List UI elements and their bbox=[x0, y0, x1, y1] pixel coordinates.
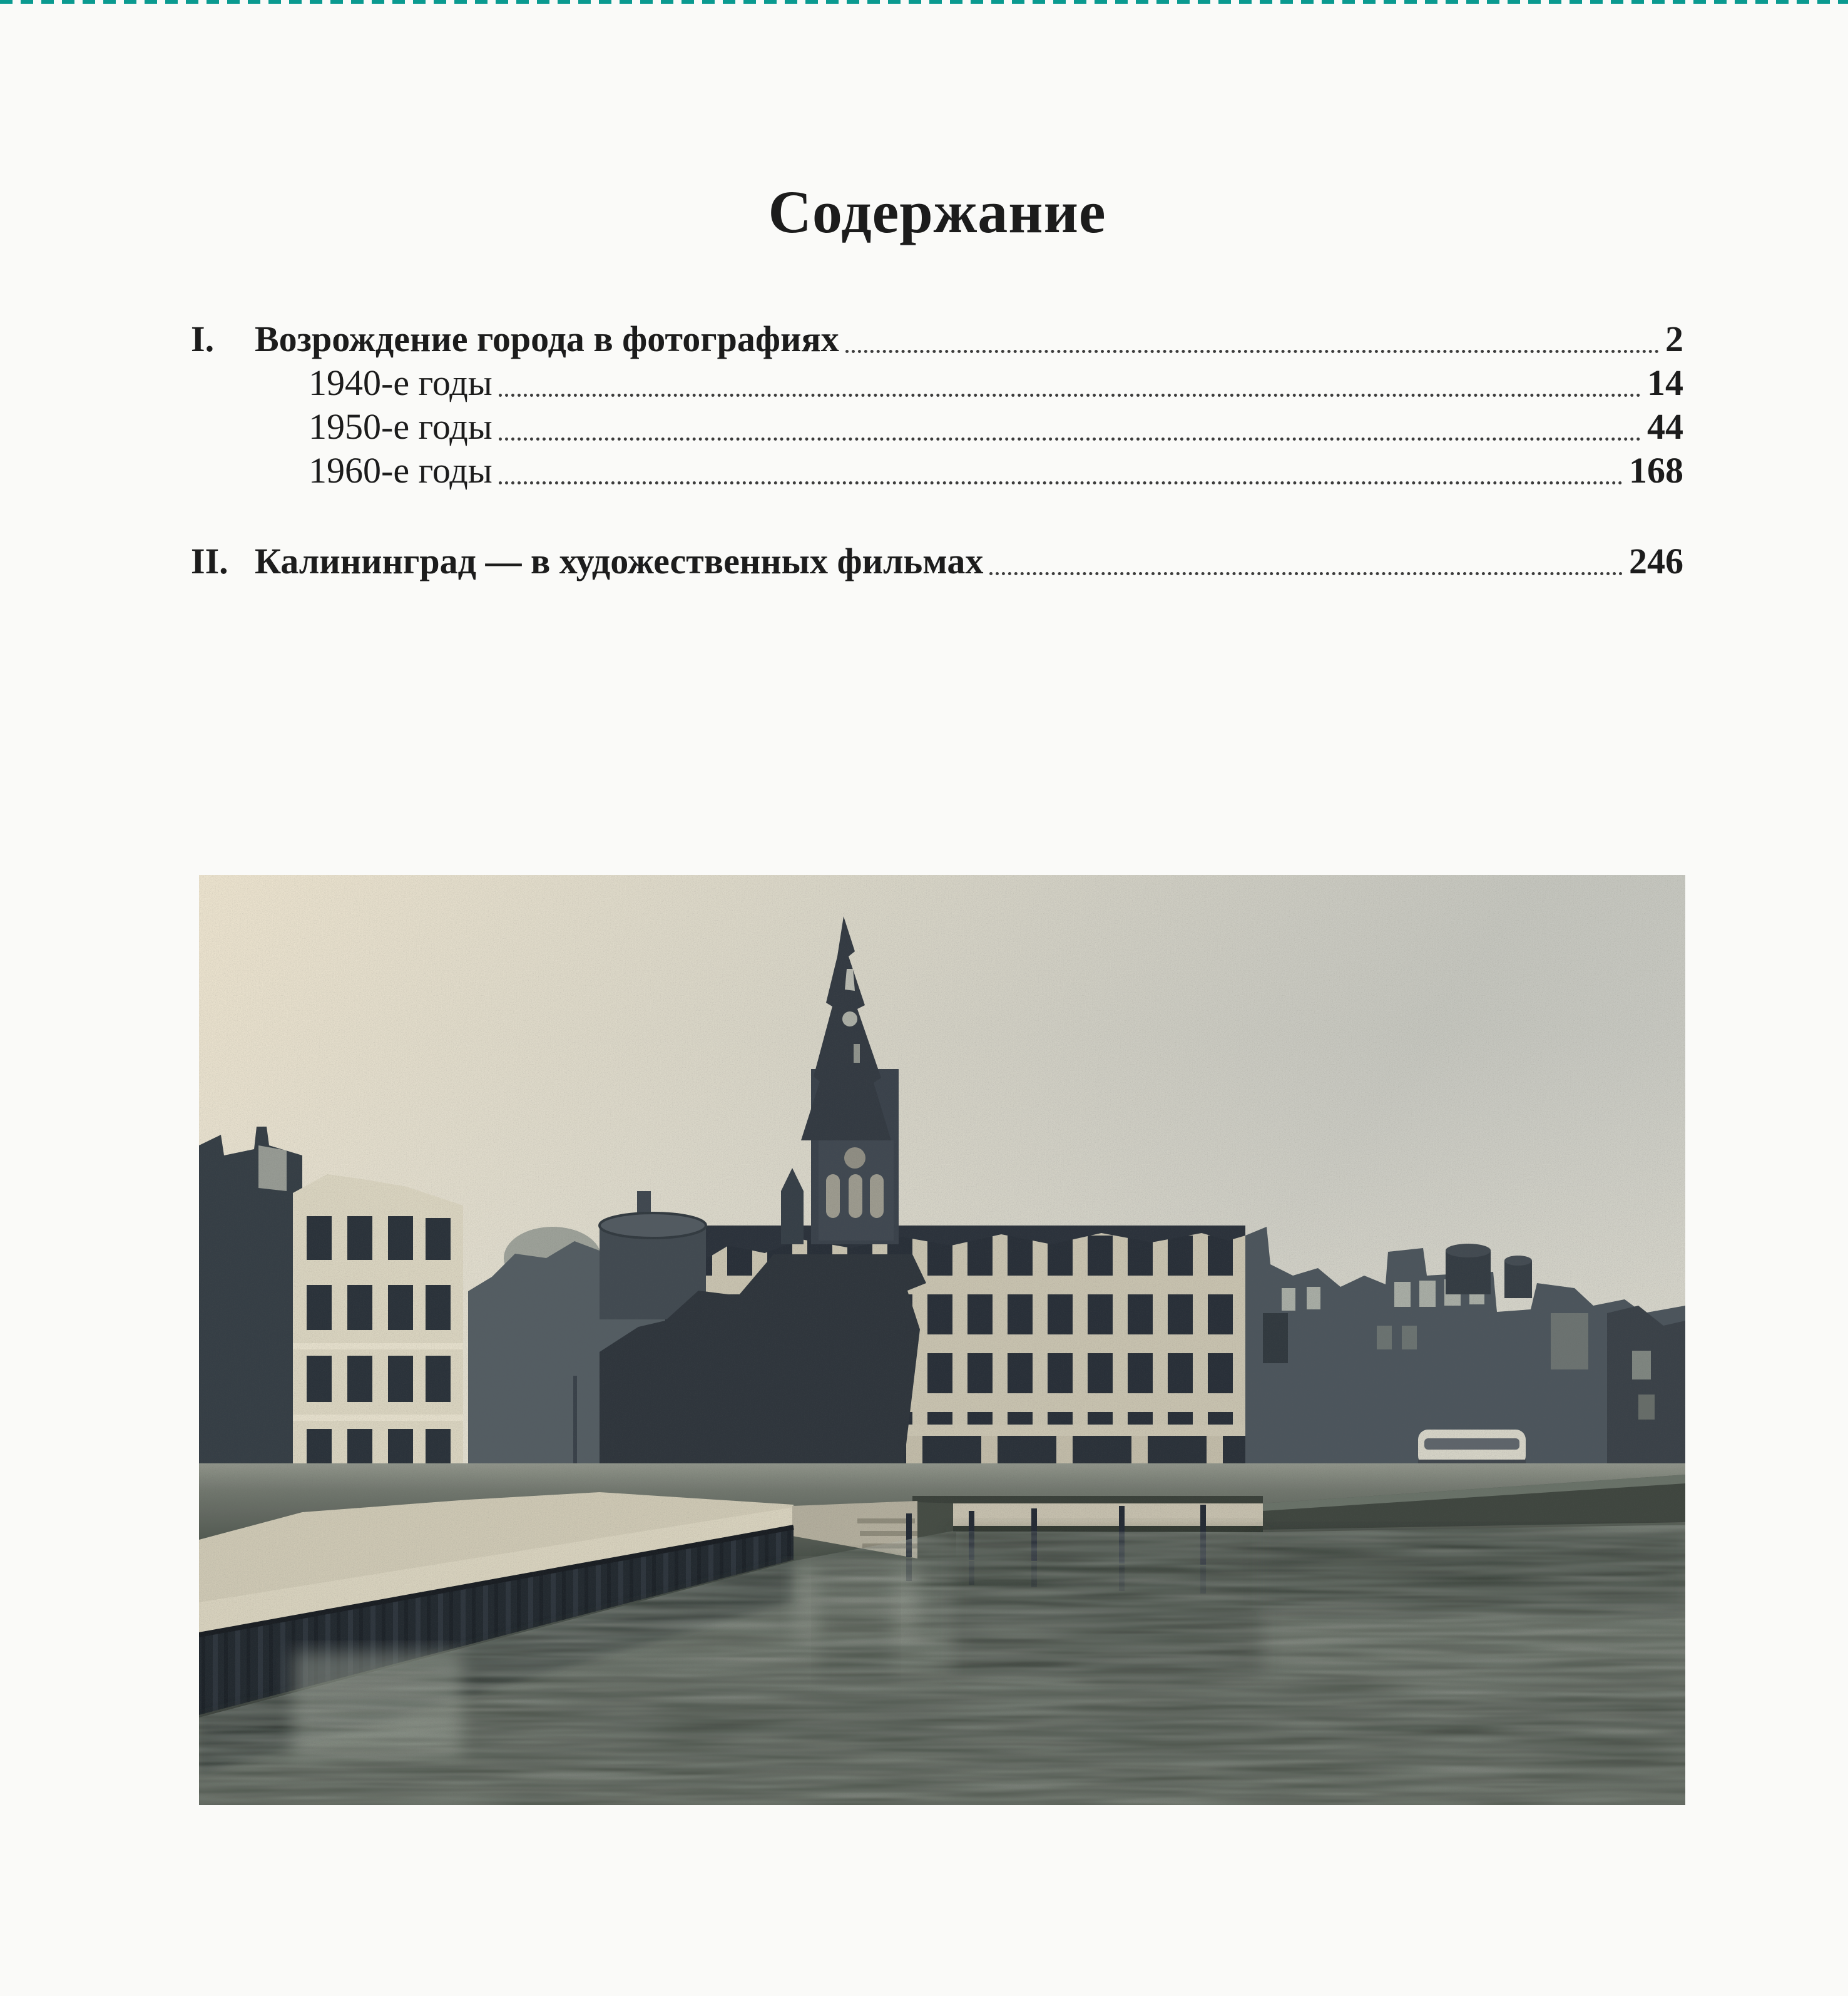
dot-leader bbox=[989, 572, 1623, 575]
dashed-top-border bbox=[0, 0, 1848, 4]
dot-leader bbox=[845, 350, 1659, 353]
toc-numeral: I. bbox=[191, 319, 215, 359]
toc-label: Возрождение города в фотографиях bbox=[255, 319, 839, 359]
table-of-contents bbox=[191, 318, 1683, 584]
toc-row bbox=[191, 362, 1683, 406]
toc-numeral: II. bbox=[191, 541, 228, 581]
toc-label: 1960-е годы bbox=[309, 450, 493, 491]
dot-leader bbox=[499, 481, 1623, 484]
archival-photo bbox=[199, 875, 1685, 1805]
toc-label: 1940-е годы bbox=[309, 362, 493, 403]
toc-row bbox=[191, 318, 1683, 362]
dot-leader bbox=[499, 394, 1641, 397]
dot-leader bbox=[499, 438, 1641, 441]
toc-row bbox=[191, 540, 1683, 584]
toc-row bbox=[191, 449, 1683, 493]
page-title: Содержание bbox=[768, 178, 1106, 245]
toc-label: 1950-е годы bbox=[309, 406, 493, 447]
toc-row bbox=[191, 406, 1683, 449]
toc-page-number: 168 bbox=[1629, 450, 1683, 491]
toc-page-number: 44 bbox=[1647, 406, 1683, 447]
toc-page-number: 14 bbox=[1647, 362, 1683, 403]
toc-label: Калининград — в художественных фильмах bbox=[255, 541, 984, 581]
toc-page-number: 2 bbox=[1665, 319, 1683, 359]
toc-page-number: 246 bbox=[1629, 541, 1683, 581]
